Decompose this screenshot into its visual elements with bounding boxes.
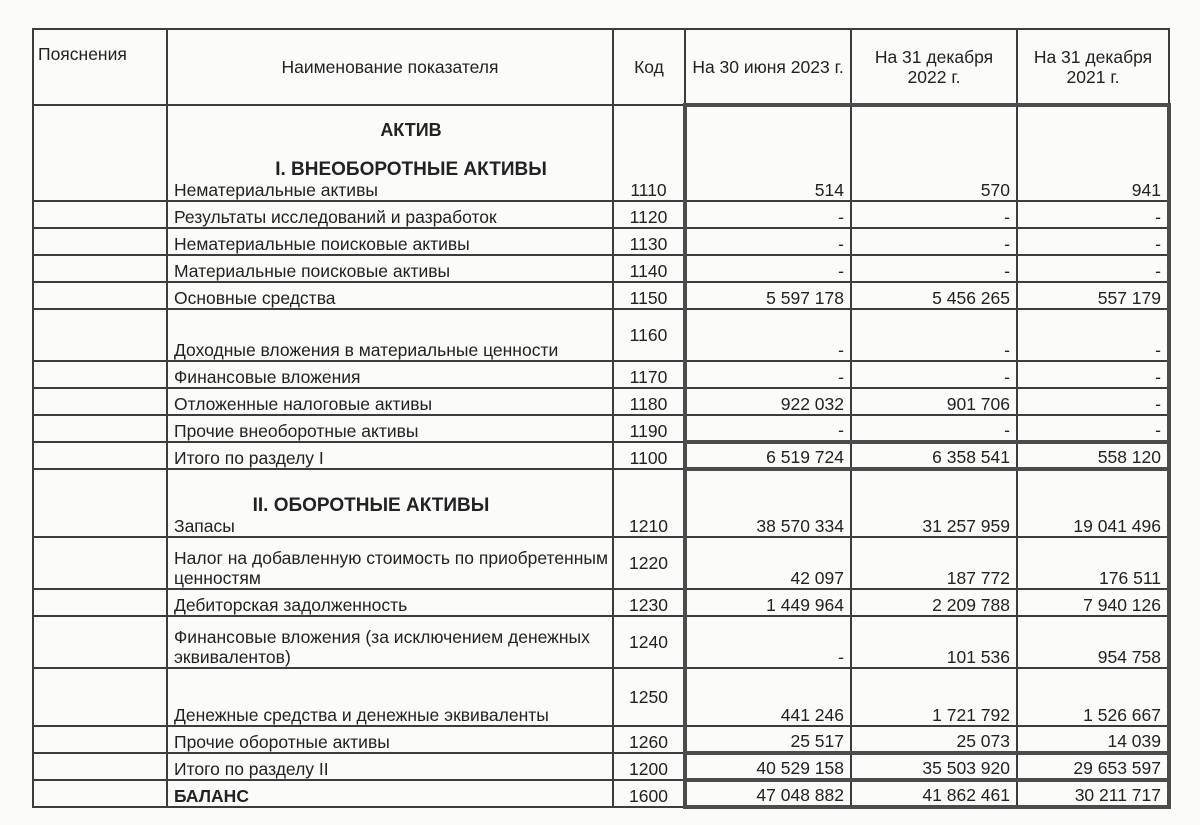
value-2023-06: -	[685, 309, 851, 361]
explanation-cell	[33, 589, 167, 616]
explanation-cell	[33, 726, 167, 753]
indicator-name-cell	[167, 309, 613, 361]
code-cell: 1220	[613, 537, 685, 589]
code-cell: 1250	[613, 668, 685, 726]
header-code: Код	[613, 29, 685, 105]
value-2021-12: -	[1017, 415, 1169, 442]
value-2023-06: -	[685, 361, 851, 388]
indicator-name: Финансовые вложения (за исключением денежных эквивалентов)	[174, 627, 590, 667]
table-row	[33, 361, 1169, 388]
value-2021-12: 29 653 597	[1017, 753, 1169, 780]
explanation-cell	[33, 616, 167, 668]
section-heading-noncurrent-assets: I. ВНЕОБОРОТНЫЕ АКТИВЫ	[275, 159, 547, 180]
table-row	[33, 415, 1169, 442]
indicator-name: Итого по разделу II	[174, 759, 329, 779]
explanation-cell	[33, 228, 167, 255]
value-2021-12: 1 526 667	[1017, 668, 1169, 726]
explanation-cell	[33, 668, 167, 726]
header-col-2021-12: На 31 декабря 2021 г.	[1017, 29, 1169, 105]
value-2021-12: 19 041 496	[1017, 469, 1169, 537]
explanation-cell	[33, 255, 167, 282]
value-2021-12: 7 940 126	[1017, 589, 1169, 616]
indicator-name-cell	[167, 726, 613, 753]
code-cell: 1160	[613, 309, 685, 361]
code-cell: 1150	[613, 282, 685, 309]
explanation-cell	[33, 415, 167, 442]
indicator-name-cell	[167, 616, 613, 668]
table-row	[33, 726, 1169, 753]
value-2022-12: 41 862 461	[851, 780, 1017, 807]
section-heading-aktiv: АКТИВ	[380, 120, 442, 140]
indicator-name: Результаты исследований и разработок	[174, 207, 497, 227]
indicator-name-cell	[167, 255, 613, 282]
value-2021-12: -	[1017, 309, 1169, 361]
code-cell: 1190	[613, 415, 685, 442]
indicator-name: Денежные средства и денежные эквиваленты	[174, 705, 549, 725]
code-cell: 1140	[613, 255, 685, 282]
indicator-name: Нематериальные поисковые активы	[174, 234, 470, 254]
header-explanations: Пояснения	[33, 29, 167, 105]
code-cell: 1100	[613, 442, 685, 469]
value-2023-06: 25 517	[685, 726, 851, 753]
value-2022-12: -	[851, 201, 1017, 228]
value-2022-12: 5 456 265	[851, 282, 1017, 309]
indicator-name-cell	[167, 589, 613, 616]
value-2022-12: -	[851, 309, 1017, 361]
indicator-name: Налог на добавленную стоимость по приобретенным ценностям	[174, 548, 608, 588]
explanation-cell	[33, 753, 167, 780]
value-2023-06: -	[685, 255, 851, 282]
indicator-name-cell	[167, 361, 613, 388]
value-2023-06: 38 570 334	[685, 469, 851, 537]
indicator-name-cell	[167, 537, 613, 589]
value-2023-06: -	[685, 616, 851, 668]
explanation-cell	[33, 442, 167, 469]
value-2021-12: 30 211 717	[1017, 780, 1169, 807]
value-2021-12: 176 511	[1017, 537, 1169, 589]
indicator-name: Основные средства	[174, 288, 336, 308]
indicator-name-cell	[167, 415, 613, 442]
indicator-name: Дебиторская задолженность	[174, 595, 408, 615]
value-2021-12: 14 039	[1017, 726, 1169, 753]
value-2023-06: -	[685, 415, 851, 442]
value-2022-12: 101 536	[851, 616, 1017, 668]
table-row	[33, 442, 1169, 469]
value-2023-06: 922 032	[685, 388, 851, 415]
indicator-name: БАЛАНС	[174, 786, 249, 806]
code-cell: 1240	[613, 616, 685, 668]
indicator-name: Доходные вложения в материальные ценности	[174, 340, 559, 360]
value-2021-12: 558 120	[1017, 442, 1169, 469]
explanation-cell	[33, 361, 167, 388]
value-2023-06: 6 519 724	[685, 442, 851, 469]
table-row	[33, 255, 1169, 282]
explanation-cell	[33, 105, 167, 201]
value-2022-12: 25 073	[851, 726, 1017, 753]
section-heading-current-assets: II. ОБОРОТНЫЕ АКТИВЫ	[252, 495, 490, 516]
value-2023-06: -	[685, 228, 851, 255]
value-2023-06: 40 529 158	[685, 753, 851, 780]
table-row	[33, 388, 1169, 415]
indicator-name-cell	[167, 228, 613, 255]
balance-sheet-table	[32, 28, 1171, 809]
table-row	[33, 753, 1169, 780]
table-row	[33, 201, 1169, 228]
table-row	[33, 469, 1169, 537]
indicator-name-cell	[167, 780, 613, 807]
indicator-name: Итого по разделу I	[174, 448, 324, 468]
indicator-name: Нематериальные активы	[174, 180, 378, 200]
indicator-name-cell	[167, 668, 613, 726]
explanation-cell	[33, 780, 167, 807]
value-2021-12: 941	[1017, 105, 1169, 201]
value-2022-12: -	[851, 361, 1017, 388]
code-cell: 1170	[613, 361, 685, 388]
value-2022-12: 35 503 920	[851, 753, 1017, 780]
header-indicator: Наименование показателя	[167, 29, 613, 105]
value-2022-12: 1 721 792	[851, 668, 1017, 726]
table-row	[33, 537, 1169, 589]
indicator-name: Материальные поисковые активы	[174, 261, 451, 281]
value-2022-12: -	[851, 415, 1017, 442]
table-row	[33, 309, 1169, 361]
header-col-2023-06: На 30 июня 2023 г.	[685, 29, 851, 105]
value-2022-12: 2 209 788	[851, 589, 1017, 616]
value-2023-06: 514	[685, 105, 851, 201]
indicator-name-cell	[167, 282, 613, 309]
code-cell: 1130	[613, 228, 685, 255]
table-row	[33, 668, 1169, 726]
table-row	[33, 228, 1169, 255]
indicator-name-cell	[167, 388, 613, 415]
value-2021-12: -	[1017, 255, 1169, 282]
code-cell: 1210	[613, 469, 685, 537]
indicator-name: Прочие оборотные активы	[174, 732, 390, 752]
code-cell: 1110	[613, 105, 685, 201]
value-2022-12: 570	[851, 105, 1017, 201]
value-2021-12: 954 758	[1017, 616, 1169, 668]
explanation-cell	[33, 537, 167, 589]
value-2021-12: -	[1017, 228, 1169, 255]
value-2021-12: -	[1017, 201, 1169, 228]
code-cell: 1200	[613, 753, 685, 780]
code-cell: 1120	[613, 201, 685, 228]
value-2022-12: -	[851, 255, 1017, 282]
value-2022-12: 187 772	[851, 537, 1017, 589]
indicator-name-cell	[167, 753, 613, 780]
table-row	[33, 105, 1169, 201]
value-2021-12: -	[1017, 361, 1169, 388]
explanation-cell	[33, 282, 167, 309]
table-row	[33, 616, 1169, 668]
value-2023-06: 47 048 882	[685, 780, 851, 807]
value-2023-06: 441 246	[685, 668, 851, 726]
indicator-name-cell	[167, 201, 613, 228]
header-col-2022-12: На 31 декабря 2022 г.	[851, 29, 1017, 105]
table-row	[33, 282, 1169, 309]
indicator-name: Запасы	[174, 516, 235, 536]
value-2022-12: 901 706	[851, 388, 1017, 415]
value-2022-12: 31 257 959	[851, 469, 1017, 537]
code-cell: 1260	[613, 726, 685, 753]
explanation-cell	[33, 388, 167, 415]
code-cell: 1230	[613, 589, 685, 616]
value-2023-06: -	[685, 201, 851, 228]
table-header-row	[33, 29, 1169, 105]
indicator-name-cell	[167, 105, 613, 201]
value-2021-12: 557 179	[1017, 282, 1169, 309]
code-cell: 1600	[613, 780, 685, 807]
indicator-name: Отложенные налоговые активы	[174, 394, 433, 414]
indicator-name: Финансовые вложения	[174, 367, 361, 387]
value-2023-06: 42 097	[685, 537, 851, 589]
table-row	[33, 780, 1169, 807]
explanation-cell	[33, 309, 167, 361]
table-row	[33, 589, 1169, 616]
indicator-name-cell	[167, 469, 613, 537]
value-2022-12: -	[851, 228, 1017, 255]
code-cell: 1180	[613, 388, 685, 415]
value-2023-06: 5 597 178	[685, 282, 851, 309]
value-2021-12: -	[1017, 388, 1169, 415]
indicator-name: Прочие внеоборотные активы	[174, 421, 419, 441]
value-2022-12: 6 358 541	[851, 442, 1017, 469]
value-2023-06: 1 449 964	[685, 589, 851, 616]
explanation-cell	[33, 469, 167, 537]
indicator-name-cell	[167, 442, 613, 469]
explanation-cell	[33, 201, 167, 228]
